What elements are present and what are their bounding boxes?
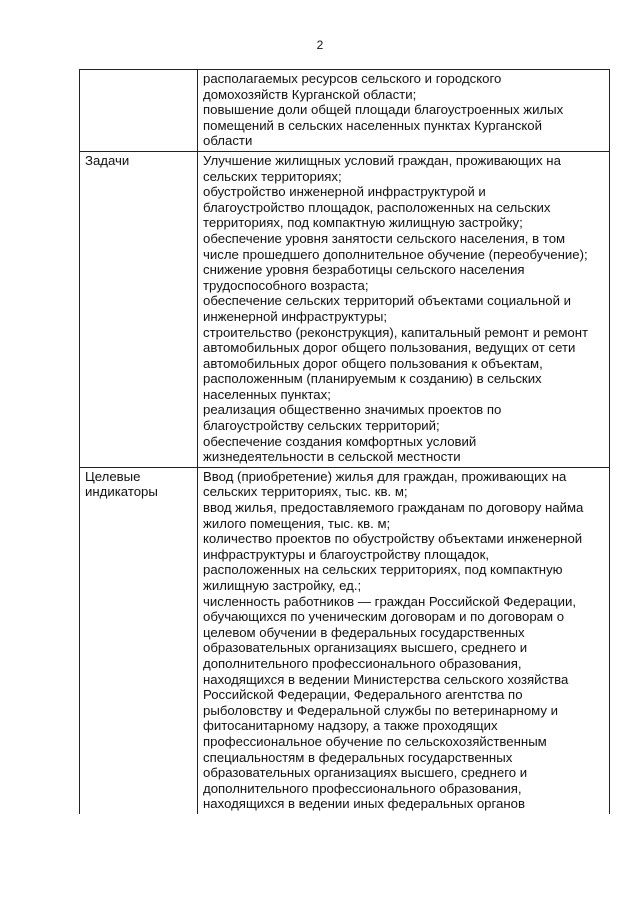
- table-body: [80, 70, 610, 814]
- content-line: инженерной инфраструктуры;: [203, 308, 388, 324]
- content-line: целевом обучении в федеральных государственных: [203, 624, 525, 640]
- content-line: обучающихся по ученическим договорам и по договорам о: [203, 609, 565, 625]
- content-line: профессиональное обучение по сельскохозяйственным: [203, 733, 547, 749]
- table-row: [80, 151, 610, 467]
- content-line: расположенных на сельских территориях, под компактную: [203, 562, 563, 578]
- content-line: ввод жилья, предоставляемого гражданам по договору найма: [203, 500, 584, 516]
- row-content-cell: [198, 467, 610, 814]
- content-line: расположенным (планируемым к созданию) в сельских: [203, 371, 542, 387]
- content-line: числе прошедшего дополнительное обучение (переобучение);: [203, 246, 588, 262]
- content-line: строительство (реконструкция), капитальный ремонт и ремонт: [203, 324, 589, 340]
- content-line: территориях, под компактную жилищную застройку;: [203, 215, 523, 231]
- content-line: специальностям в федеральных государственных: [203, 749, 513, 765]
- content-line: реализация общественно значимых проектов по: [203, 402, 502, 418]
- row-label-line: Целевые: [85, 468, 141, 484]
- content-line: сельских территориях;: [203, 168, 342, 184]
- content-line: дополнительного профессионального образования,: [203, 780, 522, 796]
- row-label-cell: [80, 70, 198, 152]
- content-line: сельских территориях, тыс. кв. м;: [203, 484, 408, 500]
- content-line: образовательных организациях высшего, среднего и: [203, 765, 528, 781]
- row-label-cell: [80, 467, 198, 814]
- content-line: обустройство инженерной инфраструктурой и: [203, 184, 486, 200]
- content-line: благоустройству сельских территорий;: [203, 418, 440, 434]
- content-line: находящихся в ведении иных федеральных органов: [203, 796, 525, 812]
- content-line: располагаемых ресурсов сельского и городского: [203, 71, 502, 86]
- program-passport-table: [79, 69, 610, 814]
- row-label-line: Задачи: [85, 152, 130, 168]
- content-line: инфраструктуры и благоустройству площадок,: [203, 546, 490, 562]
- content-line: численность работников — граждан Российской Федерации,: [203, 593, 576, 609]
- table-row: [80, 467, 610, 814]
- content-line: жизнедеятельности в сельской местности: [203, 449, 461, 465]
- page-number: 2: [316, 38, 324, 52]
- content-line: рыболовству и Федеральной службы по ветеринарному и: [203, 702, 558, 718]
- content-line: Ввод (приобретение) жилья для граждан, проживающих на: [203, 468, 567, 484]
- content-line: фитосанитарному надзору, а также проходящих: [203, 718, 498, 734]
- content-line: автомобильных дорог общего пользования, ведущих от сети: [203, 340, 576, 356]
- content-line: количество проектов по обустройству объектами инженерной: [203, 531, 583, 547]
- content-line: снижение уровня безработицы сельского населения: [203, 262, 525, 278]
- content-line: домохозяйств Курганской области;: [203, 86, 417, 102]
- row-label-cell: [80, 151, 198, 467]
- content-line: трудоспособного возраста;: [203, 277, 369, 293]
- content-line: повышение доли общей площади благоустроенных жилых: [203, 102, 564, 118]
- content-line: находящихся в ведении Министерства сельского хозяйства: [203, 671, 569, 687]
- content-line: помещений в сельских населенных пунктах Курганской: [203, 117, 542, 133]
- content-line: автомобильных дорог общего пользования к объектам,: [203, 355, 543, 371]
- content-line: обеспечение сельских территорий объектами социальной и: [203, 293, 571, 309]
- content-line: образовательных организациях высшего, среднего и: [203, 640, 528, 656]
- content-line: населенных пунктах;: [203, 386, 331, 402]
- content-line: благоустройство площадок, расположенных на сельских: [203, 199, 551, 215]
- row-label-line: индикаторы: [85, 484, 158, 500]
- content-line: дополнительного профессионального образования,: [203, 655, 522, 671]
- content-line: Российской Федерации, Федерального агентства по: [203, 687, 523, 703]
- content-line: обеспечение уровня занятости сельского населения, в том: [203, 230, 566, 246]
- row-content-cell: [198, 70, 610, 152]
- content-line: области: [203, 133, 253, 149]
- content-line: жилищную застройку, ед.;: [203, 578, 362, 593]
- content-line: обеспечение создания комфортных условий: [203, 433, 477, 449]
- table-row: [80, 70, 610, 152]
- row-content-cell: [198, 151, 610, 467]
- content-line: жилого помещения, тыс. кв. м;: [203, 515, 391, 531]
- content-line: Улучшение жилищных условий граждан, проживающих на: [203, 152, 561, 168]
